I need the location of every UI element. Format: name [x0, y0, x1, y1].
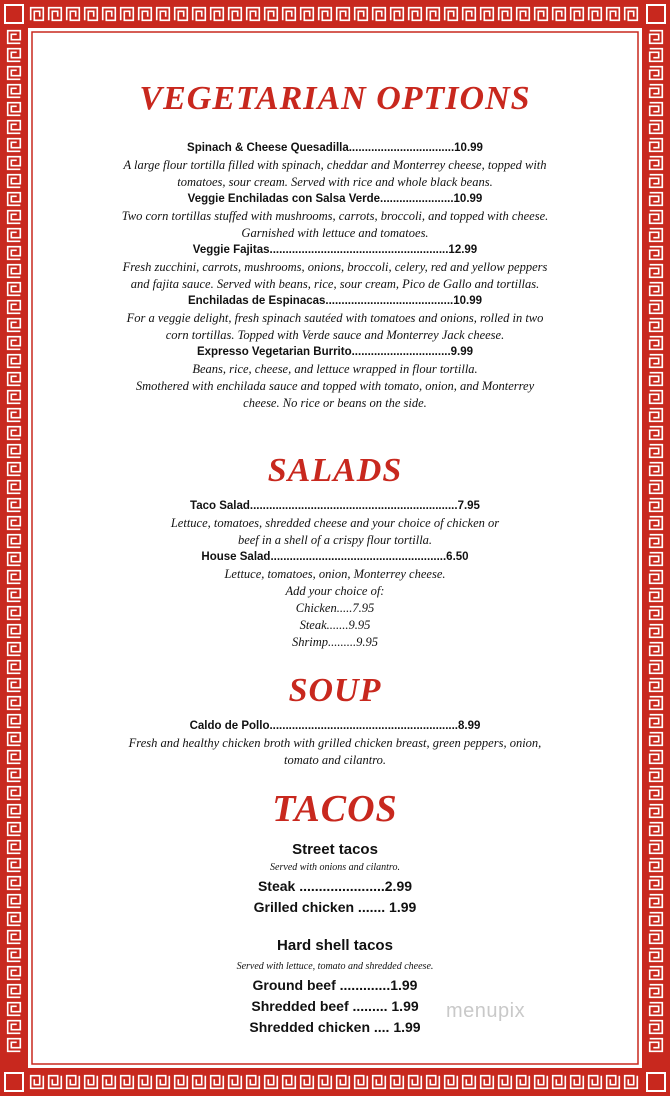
- item-name: Expresso Vegetarian Burrito...............................9.99: [196, 346, 474, 358]
- menu-item: [40, 191, 630, 242]
- item-desc: Fresh zucchini, carrots, mushrooms, onions, broccoli, celery, red and yellow peppers: [122, 260, 548, 274]
- item-name: Caldo de Pollo...........................................................8.99: [189, 720, 481, 732]
- item-desc: Smothered with enchilada sauce and topped with tomato, onion, and Monterrey: [135, 379, 535, 393]
- vegetarian-items: [40, 140, 630, 412]
- item-name: Veggie Fajitas........................................................12.99: [192, 244, 478, 256]
- menu-item: [40, 344, 630, 412]
- item-desc: Steak.......9.95: [299, 618, 371, 632]
- vegetarian-section: [40, 82, 630, 116]
- item-desc: tomato and cilantro.: [284, 753, 386, 767]
- item-desc: corn tortillas. Topped with Verde sauce and Monterrey Jack cheese.: [165, 328, 505, 342]
- item-desc: Add your choice of:: [285, 584, 385, 598]
- item-desc: Shrimp.........9.95: [291, 635, 379, 649]
- soup-section: [40, 674, 630, 708]
- item-desc: A large flour tortilla filled with spinach, cheddar and Monterrey cheese, topped with: [123, 158, 547, 172]
- taco-item: Grilled chicken ....... 1.99: [253, 899, 417, 915]
- item-name: Enchiladas de Espinacas........................................10.99: [187, 295, 482, 307]
- item-name: Veggie Enchiladas con Salsa Verde.......................10.99: [187, 193, 483, 205]
- item-desc: cheese. No rice or beans on the side.: [243, 396, 427, 410]
- salads-title: SALADS: [267, 452, 403, 489]
- item-desc: and fajita sauce. Served with beans, rice, sour cream, Pico de Gallo and tortillas.: [130, 277, 540, 291]
- item-name: Spinach & Cheese Quesadilla.................................10.99: [187, 142, 483, 154]
- item-name: House Salad.......................................................6.50: [201, 551, 469, 563]
- tacos-title: TACOS: [272, 788, 398, 830]
- hard-shell-note: Served with lettuce, tomato and shredded cheese.: [236, 961, 434, 972]
- item-desc: For a veggie delight, fresh spinach sautéed with tomatoes and onions, rolled in two: [126, 311, 544, 325]
- item-desc: Two corn tortillas stuffed with mushrooms, carrots, broccoli, and topped with cheese.: [121, 209, 549, 223]
- item-desc: Lettuce, tomatoes, onion, Monterrey cheese.: [224, 567, 446, 581]
- street-tacos: [40, 840, 630, 918]
- item-desc: Beans, rice, cheese, and lettuce wrapped in flour tortilla.: [192, 362, 478, 376]
- item-name: Taco Salad.................................................................7.95: [190, 500, 480, 512]
- taco-item: Shredded chicken .... 1.99: [249, 1019, 421, 1035]
- item-desc: Fresh and healthy chicken broth with grilled chicken breast, green peppers, onion,: [128, 736, 542, 750]
- taco-item: Steak ......................2.99: [257, 878, 413, 894]
- taco-item: Shredded beef ......... 1.99: [251, 998, 419, 1014]
- item-desc: Garnished with lettuce and tomatoes.: [241, 226, 429, 240]
- item-desc: Chicken.....7.95: [295, 601, 375, 615]
- soup-title: SOUP: [288, 672, 382, 709]
- menu-item: [40, 140, 630, 191]
- vegetarian-title: VEGETARIAN OPTIONS: [139, 80, 531, 117]
- item-desc: Lettuce, tomatoes, shredded cheese and your choice of chicken or: [170, 516, 500, 530]
- hard-shell-tacos: [40, 936, 630, 1038]
- menu-item: [40, 498, 630, 549]
- menu-item: [40, 549, 630, 651]
- menu-item: [40, 718, 630, 769]
- tacos-section: [40, 790, 630, 828]
- street-tacos-heading: Street tacos: [292, 841, 378, 858]
- taco-item: Ground beef .............1.99: [252, 977, 418, 993]
- menu-page: [40, 30, 630, 1080]
- hard-shell-heading: Hard shell tacos: [277, 937, 393, 954]
- salads-items: [40, 498, 630, 651]
- menu-item: [40, 293, 630, 344]
- item-desc: beef in a shell of a crispy flour tortilla.: [237, 533, 433, 547]
- menupix-watermark: menupix: [446, 1000, 526, 1022]
- street-tacos-note: Served with onions and cilantro.: [270, 862, 400, 873]
- item-desc: tomatoes, sour cream. Served with rice and whole black beans.: [177, 175, 493, 189]
- soup-items: [40, 718, 630, 769]
- menu-item: [40, 242, 630, 293]
- salads-section: [40, 454, 630, 488]
